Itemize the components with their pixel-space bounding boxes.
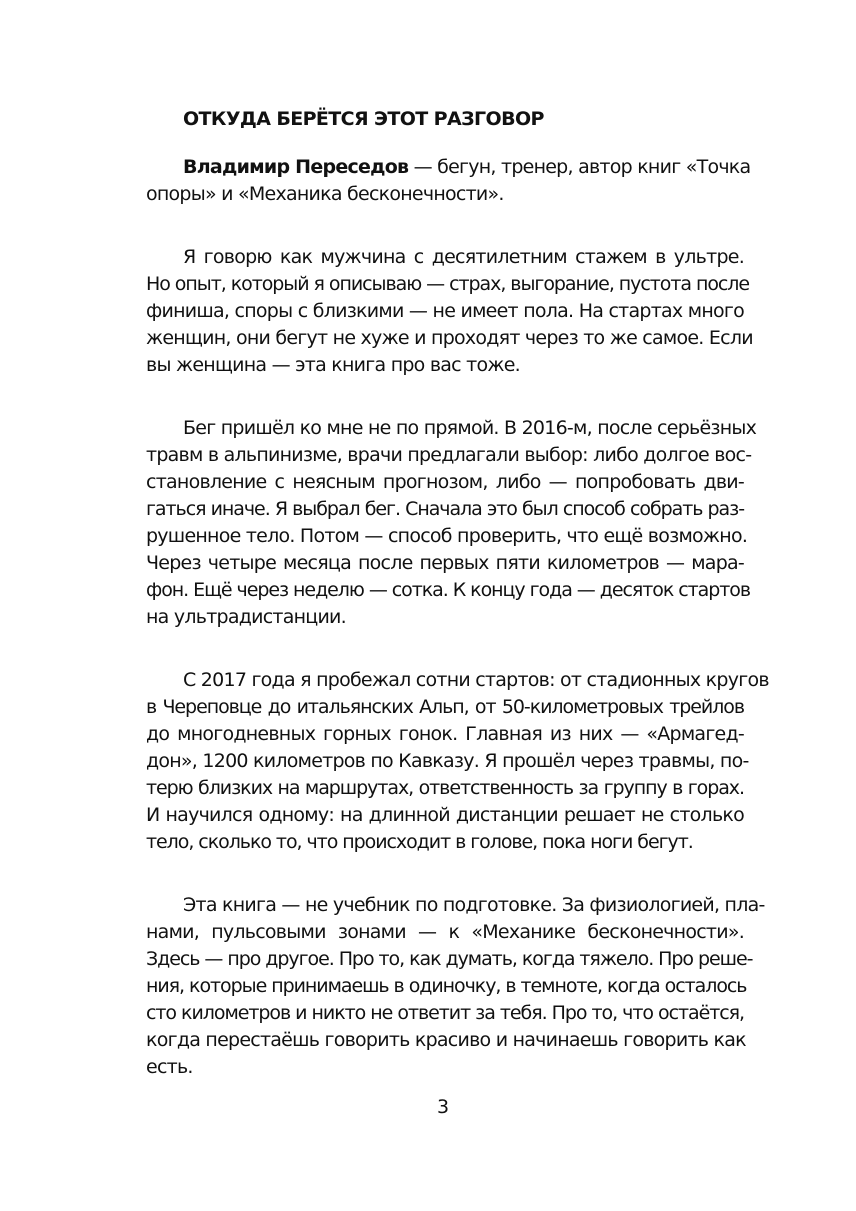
paragraph-line: тело, сколько то, что происходит в голове, пока ноги бегут. — [146, 831, 693, 853]
paragraph-line — [146, 154, 751, 181]
paragraph-line: Эта книга — не учебник по подготовке. За физиологией, пла- — [183, 894, 765, 916]
paragraph-line: ния, которые принимаешь в одиночку, в темноте, когда осталось — [146, 975, 747, 997]
paragraph-line: в Череповце до итальянских Альп, от 50-километровых трейлов — [146, 696, 744, 718]
paragraph-line: терю близких на маршрутах, ответственность за группу в горах. — [146, 777, 744, 799]
paragraph-line: вы женщина — эта книга про вас тоже. — [146, 354, 520, 376]
paragraph-line: гаться иначе. Я выбрал бег. Сначала это был способ собрать раз- — [146, 498, 744, 520]
paragraph-line: Я говорю как мужчина с десятилетним стажем в ультре. — [183, 246, 744, 268]
paragraph-line: Здесь — про другое. Про то, как думать, когда тяжело. Про реше- — [146, 948, 753, 970]
author-name: Владимир Переседов — [183, 156, 409, 178]
paragraph-line: женщин, они бегут не хуже и проходят через то же самое. Если — [146, 327, 753, 349]
paragraph-line: нами, пульсовыми зонами — к «Механике бесконечности». — [146, 921, 744, 943]
paragraph-line: когда перестаёшь говорить красиво и начинаешь говорить как — [146, 1029, 746, 1051]
author-paragraph — [146, 154, 751, 208]
paragraph — [146, 667, 769, 856]
paragraph-line: сто километров и никто не ответит за тебя. Про то, что остаётся, — [146, 1002, 744, 1024]
author-description: — бегун, тренер, автор книг «Точка — [408, 156, 751, 178]
section-heading: ОТКУДА БЕРЁТСЯ ЭТОТ РАЗГОВОР — [183, 108, 544, 130]
paragraph-line: фон. Ещё через неделю — сотка. К концу года — десяток стартов — [146, 579, 751, 601]
paragraph-line: дон», 1200 километров по Кавказу. Я прошёл через травмы, по- — [146, 750, 749, 772]
paragraph-line: есть. — [146, 1056, 193, 1078]
paragraph — [146, 244, 753, 379]
body-text — [146, 154, 769, 1081]
page-number: 3 — [436, 1096, 450, 1118]
paragraph-line: Бег пришёл ко мне не по прямой. В 2016-м, после серьёзных — [183, 417, 757, 439]
paragraph — [146, 892, 765, 1081]
paragraph-line: до многодневных горных гонок. Главная из них — «Армагед- — [146, 723, 744, 745]
paragraph-line: рушенное тело. Потом — способ проверить, что ещё возможно. — [146, 525, 748, 547]
paragraph-line: опоры» и «Механика бесконечности». — [146, 183, 504, 205]
paragraph-line: на ультрадистанции. — [146, 606, 346, 628]
paragraph-line: травм в альпинизме, врачи предлагали выбор: либо долгое вос- — [146, 444, 752, 466]
paragraph-line: С 2017 года я пробежал сотни стартов: от стадионных кругов — [183, 669, 769, 691]
paragraph-line: Через четыре месяца после первых пяти километров — мара- — [146, 552, 744, 574]
paragraph-line: становление с неясным прогнозом, либо — попробовать дви- — [146, 471, 744, 493]
paragraph-line: финиша, споры с близкими — не имеет пола. На стартах много — [146, 300, 744, 322]
paragraph — [146, 415, 757, 631]
paragraph-line: Но опыт, который я описываю — страх, выгорание, пустота после — [146, 273, 750, 295]
paragraph-line: И научился одному: на длинной дистанции решает не столько — [146, 804, 744, 826]
